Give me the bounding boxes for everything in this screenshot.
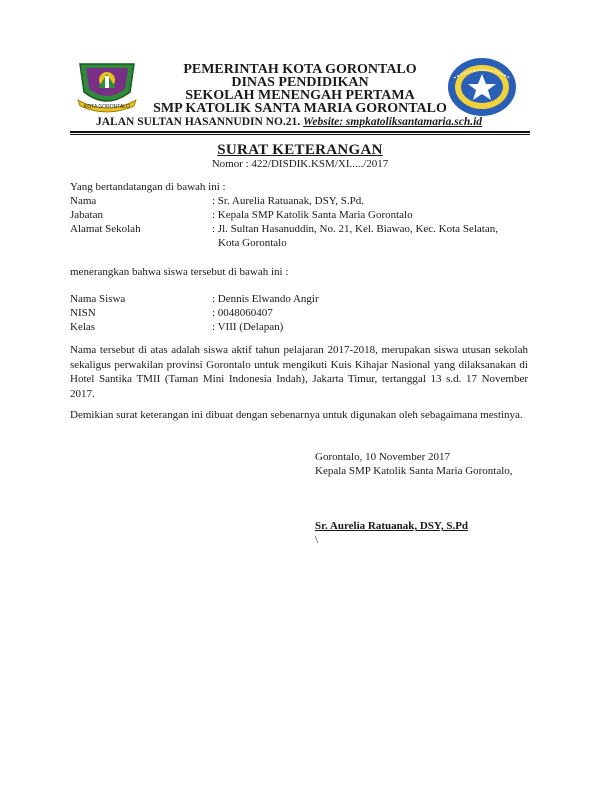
signer-position-label: Jabatan — [70, 209, 103, 221]
student-name-label: Nama Siswa — [70, 293, 126, 305]
letterhead-line-3: SEKOLAH MENENGAH PERTAMA — [185, 88, 415, 103]
document-number: Nomor : 422/DISDIK.KSM/XI...../2017 — [211, 158, 389, 170]
school-address-label: Alamat Sekolah — [70, 223, 141, 235]
school-emblem-logo — [446, 56, 518, 118]
statement-text: menerangkan bahwa siswa tersebut di bawah ini : — [70, 266, 289, 278]
school-address-value-line1: : Jl. Sultan Hasanuddin, No. 21, Kel. Biawao, Kec. Kota Selatan, — [212, 223, 498, 235]
student-name-value: : Dennis Elwando Angir — [212, 293, 319, 305]
signature-name: Sr. Aurelia Ratuanak, DSY, S.Pd — [315, 520, 469, 532]
student-class-value: : VIII (Delapan) — [212, 321, 284, 333]
letterhead-address-row — [96, 116, 516, 128]
closing-paragraph: Demikian surat keterangan ini dibuat dengan sebenarnya untuk digunakan oleh sebagaimana mestinya. — [70, 409, 523, 421]
signer-position-value: : Kepala SMP Katolik Santa Maria Gorontalo — [212, 209, 413, 221]
intro-text: Yang bertandatangan di bawah ini : — [70, 181, 226, 193]
signer-name-value: : Sr. Aurelia Ratuanak, DSY, S.Pd. — [212, 195, 364, 207]
letterhead-divider-thin — [70, 134, 530, 135]
letterhead-line-2: DINAS PENDIDIKAN — [231, 75, 369, 90]
school-address-value-line2: Kota Gorontalo — [218, 237, 287, 249]
school-website-link[interactable]: Website: smpkatoliksantamaria.sch.id — [303, 116, 483, 128]
student-nisn-value: : 0048060407 — [212, 307, 273, 319]
student-class-label: Kelas — [70, 321, 96, 333]
letterhead-divider-thick — [70, 131, 530, 133]
city-emblem-logo — [72, 58, 142, 114]
letterhead-school-name: SMP KATOLIK SANTA MARIA GORONTALO — [153, 101, 447, 116]
letterhead-line-1: PEMERINTAH KOTA GORONTALO — [183, 62, 417, 77]
signature-place-date: Gorontalo, 10 November 2017 — [315, 451, 451, 463]
body-paragraph: Nama tersebut di atas adalah siswa aktif tahun pelajaran 2017-2018, merupakan siswa utusan sekolah sekaligus perwakilan provinsi Gorontalo untuk mengikuti Kuis Kihajar Nasional yang dilaksanakan di Hotel Santika TMII (Taman Mini Indonesia Indah), Jakarta Timur, tertanggal 13 s.d. 17 November 2017. — [70, 344, 528, 400]
signature-position: Kepala SMP Katolik Santa Maria Gorontalo, — [315, 465, 513, 477]
school-address: JALAN SULTAN HASANNUDIN NO.21. — [96, 116, 301, 128]
document-title: SURAT KETERANGAN — [217, 142, 383, 158]
signature-mark: \ — [315, 534, 319, 546]
emblem-caption: KOTA GORONTALO — [84, 104, 130, 110]
signer-name-label: Nama — [70, 195, 97, 207]
student-nisn-label: NISN — [70, 307, 96, 319]
